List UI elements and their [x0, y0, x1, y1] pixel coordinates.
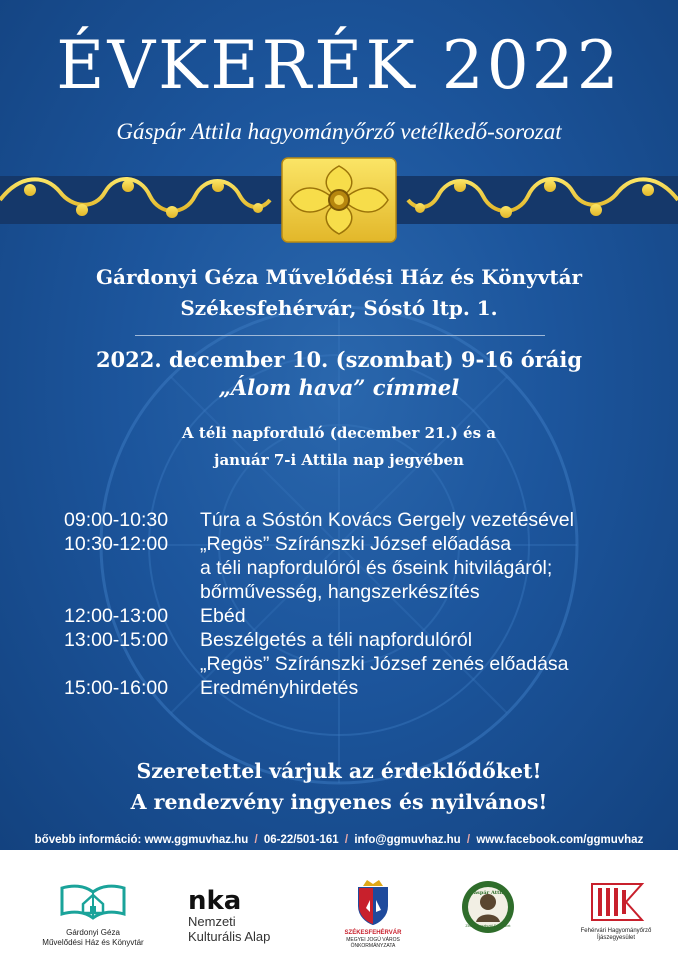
schedule-row — [64, 628, 664, 676]
schedule-activity-line: „Regös” Szíránszki József zenés előadása — [200, 653, 569, 675]
venue-address: Székesfehérvár, Sóstó ltp. 1. — [180, 296, 498, 320]
occasion-line-1: A téli napforduló (december 21.) és a — [182, 424, 496, 442]
closing-block — [0, 756, 678, 818]
gaspar-logo-line-2: Zöld Keresztszál Egyesület — [465, 924, 511, 928]
coat-of-arms-icon — [353, 878, 393, 926]
phone-number: 06-22/501-161 — [263, 834, 339, 846]
schedule-row — [64, 676, 664, 700]
flag-icon — [586, 880, 646, 924]
schedule-activity — [200, 604, 664, 628]
schedule-row — [64, 532, 664, 604]
schedule-activity-line: Eredményhirdetés — [200, 677, 359, 699]
schedule-time: 10:30-12:00 — [64, 533, 169, 555]
schedule-activity — [200, 508, 664, 532]
gaspar-logo-line-1: Gáspár Attila — [469, 890, 507, 896]
separator: / — [466, 834, 471, 846]
ggmh-logo-line-1: Gárdonyi Géza — [66, 928, 120, 937]
sponsor-logo-strip — [0, 850, 678, 960]
schedule-time: 15:00-16:00 — [64, 677, 169, 699]
city-logo-line-3: ÖNKORMÁNYZATA — [350, 943, 396, 949]
schedule-list — [64, 508, 664, 700]
contact-label: bővebb információ: — [34, 834, 142, 846]
schedule-row — [64, 604, 664, 628]
closing-welcome: Szeretettel várjuk az érdeklődőket! — [136, 759, 542, 783]
nka-mark: nka — [188, 886, 242, 916]
schedule-activity — [200, 628, 664, 676]
fehervari-logo-line-1: Fehérvári Hagyományőrző — [580, 928, 652, 934]
schedule-activity — [200, 676, 664, 700]
ggmh-logo — [28, 878, 158, 948]
venue-name: Gárdonyi Géza Művelődési Ház és Könyvtár — [95, 265, 583, 289]
page-title: ÉVKERÉK 2022 — [56, 27, 622, 104]
fehervari-ijasz-logo — [568, 880, 664, 942]
folk-ornament-band — [0, 152, 678, 248]
page-subtitle: Gáspár Attila hagyományőrző vetélkedő-sorozat — [116, 119, 562, 144]
separator: / — [344, 834, 349, 846]
separator: / — [254, 834, 258, 846]
gaspar-attila-logo — [448, 880, 528, 938]
nka-logo-line-2: Kulturális Alap — [188, 929, 271, 944]
nka-logo — [188, 888, 298, 944]
closing-free-entry: A rendezvény ingyenes és nyilvános! — [130, 790, 548, 814]
schedule-activity-line: Ebéd — [200, 605, 246, 627]
schedule-row — [64, 508, 664, 532]
email-link[interactable]: info@ggmuvhaz.hu — [354, 834, 461, 846]
portrait-seal-icon — [461, 880, 515, 934]
fehervari-logo-line-2: Íjászegyesület — [596, 935, 636, 941]
schedule-activity-line: bőrművesség, hangszerkészítés — [200, 581, 480, 603]
schedule-activity-line: Beszélgetés a téli napfordulóról — [200, 629, 473, 651]
city-logo-line-2: MEGYEI JOGÚ VÁROS — [346, 937, 400, 943]
szekesfehervar-logo — [338, 878, 408, 949]
occasion-block — [0, 420, 678, 474]
schedule-activity-line: „Regös” Szíránszki József előadása — [200, 533, 512, 555]
schedule-time: 13:00-15:00 — [64, 629, 169, 651]
nka-logo-line-1: Nemzeti — [188, 914, 236, 929]
city-logo-line-1: SZÉKESFEHÉRVÁR — [344, 930, 402, 936]
schedule-time: 09:00-10:30 — [64, 509, 169, 531]
event-date: 2022. december 10. (szombat) 9-16 óráig — [95, 347, 583, 372]
divider-line — [135, 335, 545, 336]
venue-block — [0, 262, 678, 324]
website-link[interactable]: www.ggmuvhaz.hu — [144, 834, 249, 846]
schedule-activity-line: Túra a Sóstón Kovács Gergely vezetésével — [200, 509, 574, 531]
schedule-time: 12:00-13:00 — [64, 605, 169, 627]
ggmh-logo-line-2: Művelődési Ház és Könyvtár — [42, 938, 144, 947]
schedule-activity — [200, 532, 664, 604]
contact-line — [0, 834, 678, 846]
occasion-line-2: január 7-i Attila nap jegyében — [214, 451, 464, 469]
open-book-house-icon — [58, 878, 128, 924]
schedule-activity-line: a téli napfordulóról és őseink hitvilágáról; — [200, 557, 553, 579]
facebook-link[interactable]: www.facebook.com/ggmuvhaz — [476, 834, 644, 846]
event-theme: „Álom hava” címmel — [218, 375, 460, 400]
